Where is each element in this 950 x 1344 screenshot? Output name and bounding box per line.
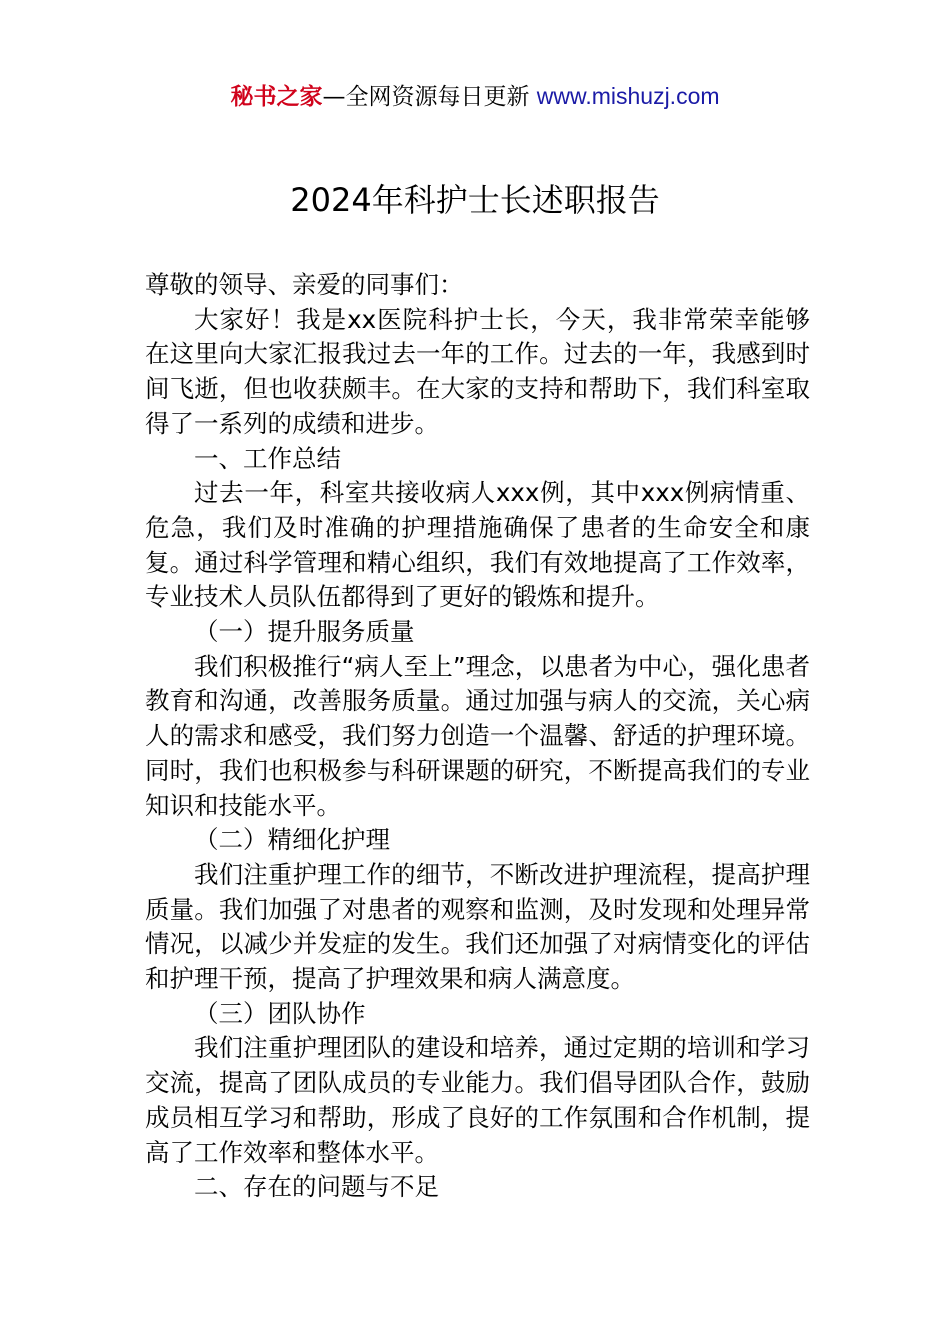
salutation: 尊敬的领导、亲爱的同事们： <box>145 270 464 299</box>
section-heading-work-summary: 一、工作总结 <box>194 443 341 473</box>
subheading-service-quality: （一）提升服务质量 <box>194 617 415 647</box>
section-heading-problems: 二、存在的问题与不足 <box>194 1172 439 1202</box>
refined-nursing-paragraph: 我们注重护理工作的细节，不断改进护理流程，提高护理质量。我们加强了对患者的观察和监测，及时发现和处理异常情况，以减少并发症的发生。我们还加强了对病情变化的评估和护理干预，提高了护理效果和病人满意度。 <box>145 859 810 994</box>
site-header <box>0 80 950 113</box>
subheading-refined-nursing: （二）精细化护理 <box>194 825 390 855</box>
document-body <box>145 268 810 1205</box>
site-brand: 秘书之家 <box>230 84 323 110</box>
site-url-link[interactable]: www.mishuzj.com <box>536 83 720 109</box>
document-title: 2024年科护士长述职报告 <box>290 181 660 219</box>
teamwork-paragraph: 我们注重护理团队的建设和培养，通过定期的培训和学习交流，提高了团队成员的专业能力。我们倡导团队合作，鼓励成员相互学习和帮助，形成了良好的工作氛围和合作机制，提高了工作效率和整体水平。 <box>145 1033 810 1167</box>
work-summary-paragraph: 过去一年，科室共接收病人xxx例，其中xxx例病情重、危急，我们及时准确的护理措施确保了患者的生命安全和康复。通过科学管理和精心组织，我们有效地提高了工作效率，专业技术人员队伍都得到了更好的锻炼和提升。 <box>145 478 810 612</box>
intro-paragraph: 大家好！我是xx医院科护士长，今天，我非常荣幸能够在这里向大家汇报我过去一年的工作。过去的一年，我感到时间飞逝，但也收获颇丰。在大家的支持和帮助下，我们科室取得了一系列的成绩和进步。 <box>145 304 810 438</box>
site-tagline: —全网资源每日更新 <box>322 84 537 110</box>
service-quality-paragraph: 我们积极推行“病人至上”理念，以患者为中心，强化患者教育和沟通，改善服务质量。通过加强与病人的交流，关心病人的需求和感受，我们努力创造一个温馨、舒适的护理环境。同时，我们也积极参与科研课题的研究，不断提高我们的专业知识和技能水平。 <box>145 651 810 820</box>
subheading-teamwork: （三）团队协作 <box>194 998 366 1028</box>
